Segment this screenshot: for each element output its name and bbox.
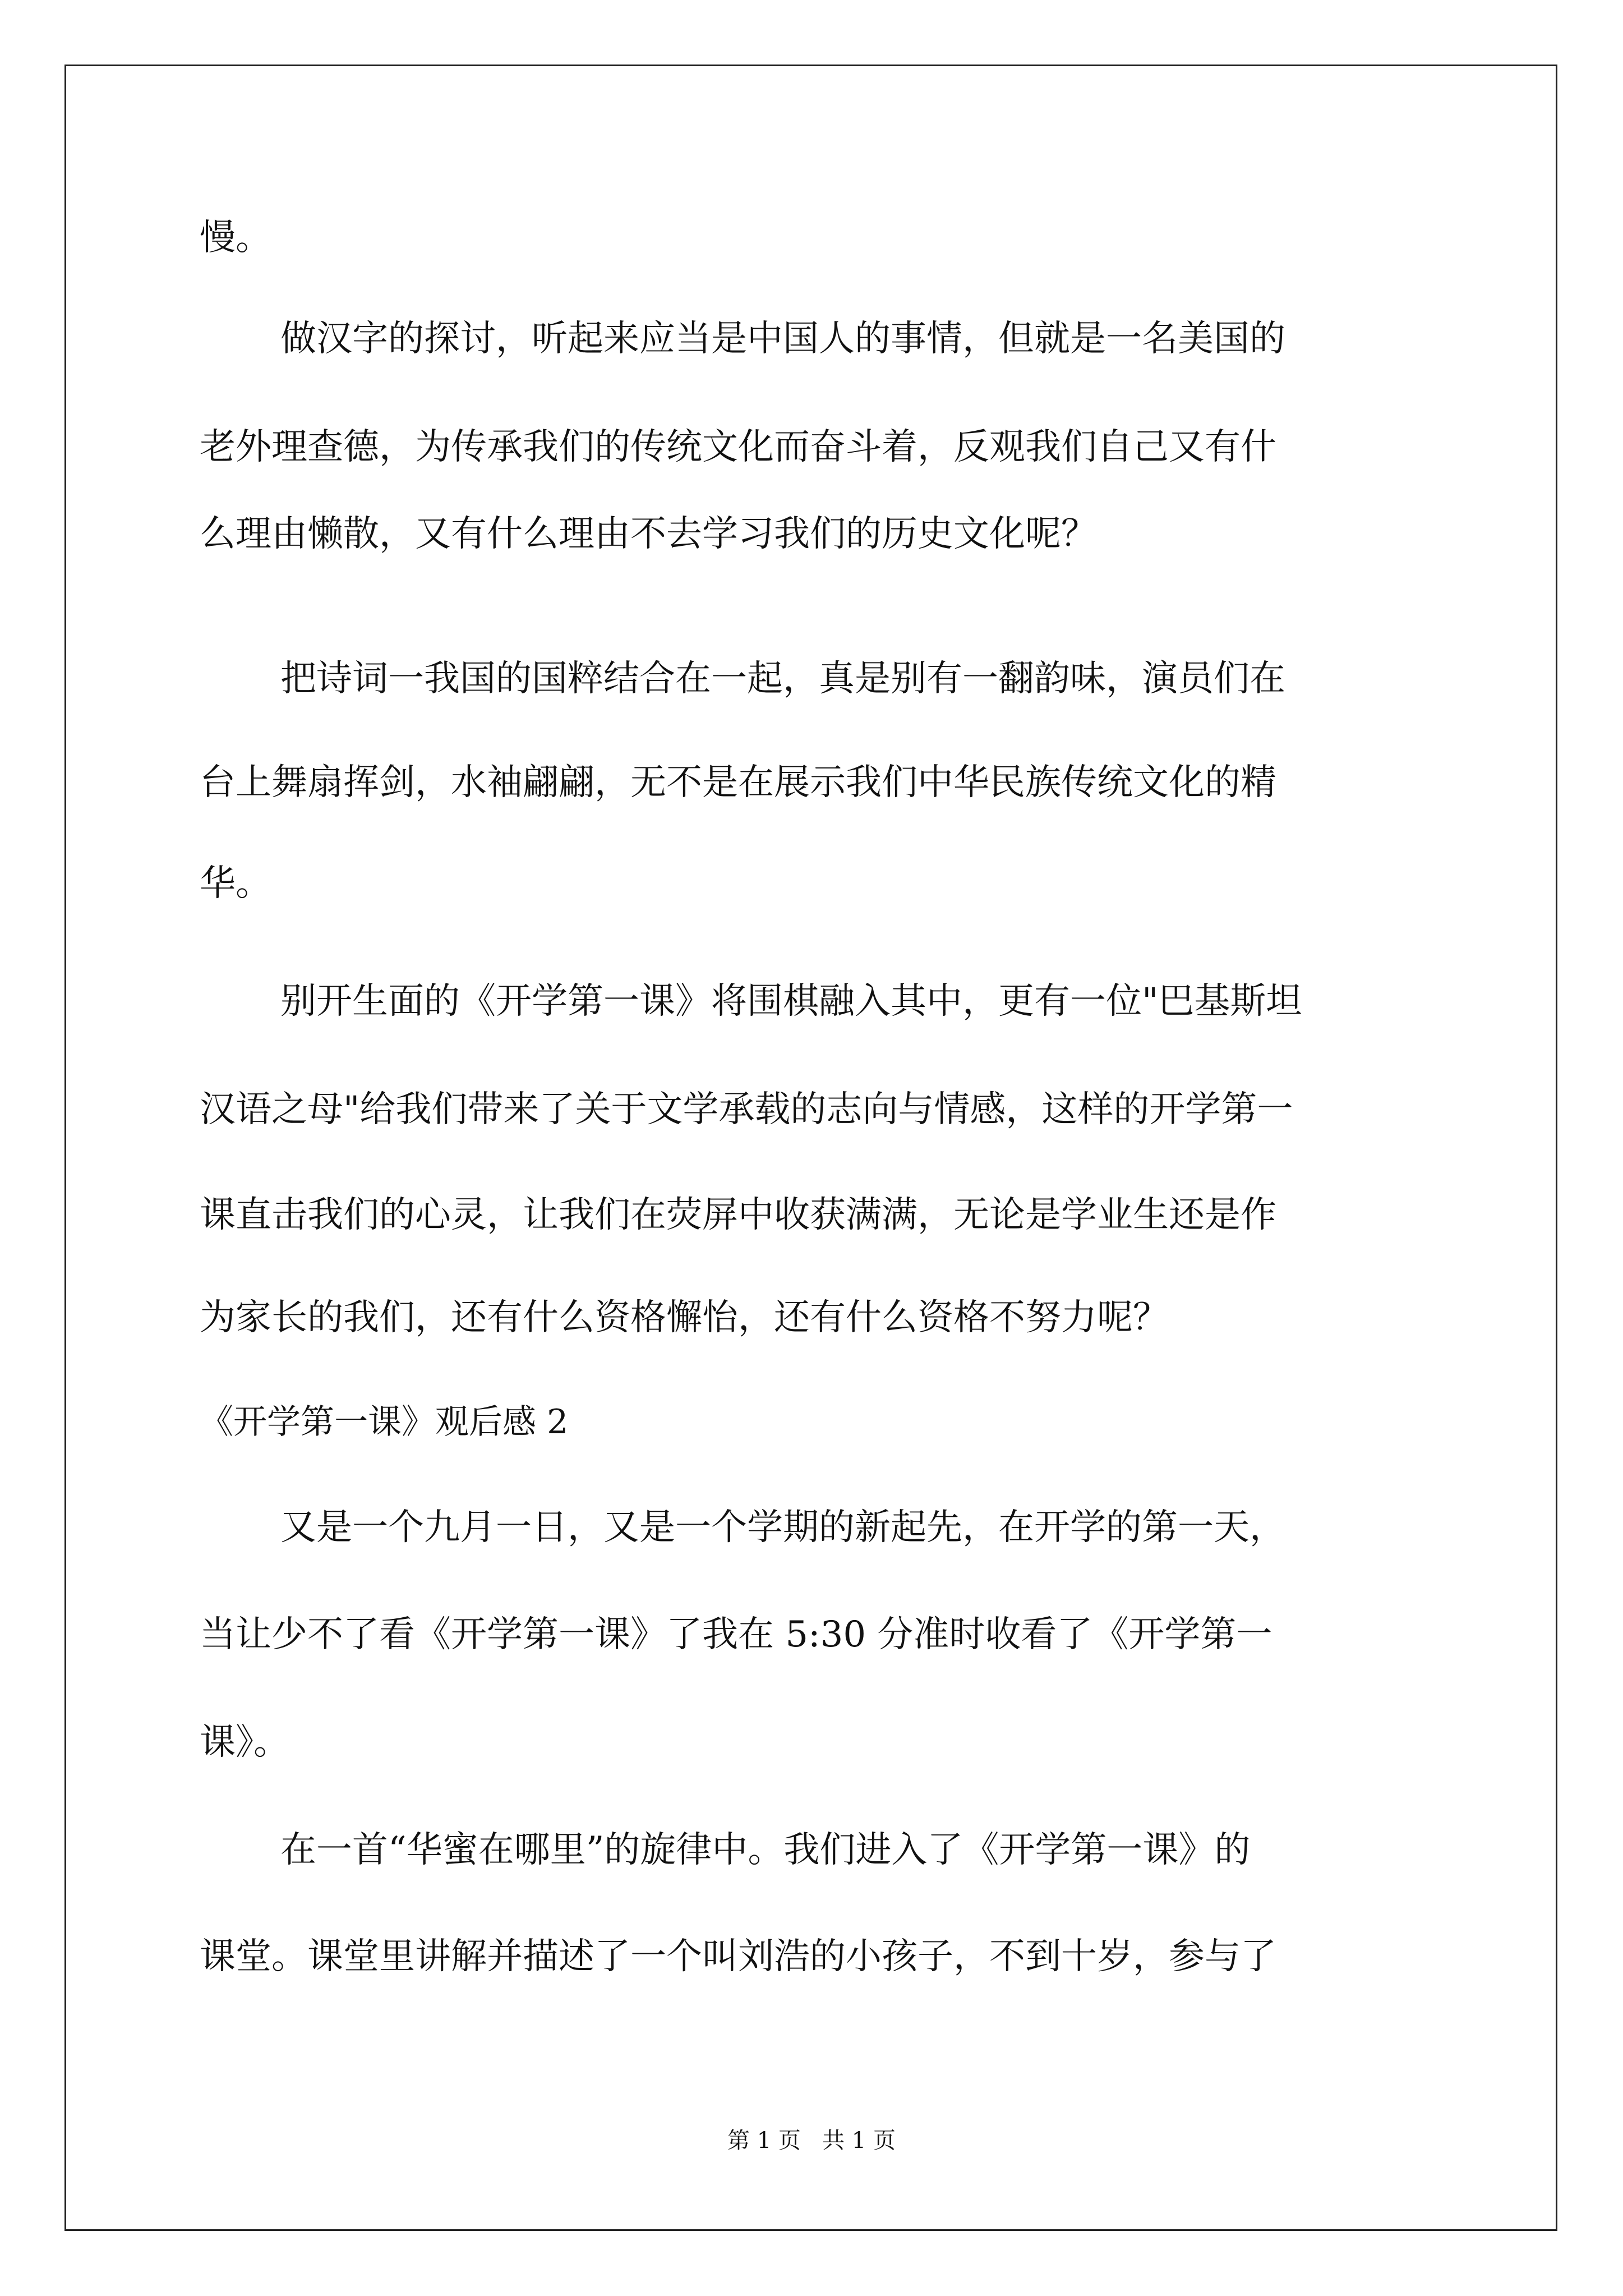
paragraph-line: 把诗词一我国的国粹结合在一起，真是别有一翻韵味，演员们在 xyxy=(280,658,1285,700)
paragraph-line: 为家长的我们，还有什么资格懈怡，还有什么资格不努力呢？ xyxy=(200,1297,1169,1338)
paragraph-line: 别开生面的《开学第一课》将围棋融入其中，更有一位"巴基斯坦 xyxy=(280,981,1302,1022)
section-title: 《开学第一课》观后感 2 xyxy=(200,1402,569,1442)
paragraph-line: 台上舞扇挥剑，水袖翩翩，无不是在展示我们中华民族传统文化的精 xyxy=(200,762,1276,803)
paragraph-line: 课堂。课堂里讲解并描述了一个叫刘浩的小孩子，不到十岁，参与了 xyxy=(200,1936,1276,1977)
paragraph-line: 又是一个九月一日，又是一个学期的新起先，在开学的第一天， xyxy=(280,1507,1285,1548)
paragraph-line: 老外理查德，为传承我们的传统文化而奋斗着，反观我们自己又有什 xyxy=(200,426,1276,468)
text-line: 慢。 xyxy=(200,217,271,259)
paragraph-line: 做汉字的探讨，听起来应当是中国人的事情，但就是一名美国的 xyxy=(280,318,1285,360)
page-border xyxy=(64,65,1557,2231)
paragraph-line: 当让少不了看《开学第一课》了我在 5:30 分准时收看了《开学第一 xyxy=(200,1614,1272,1655)
paragraph-line: 华。 xyxy=(200,863,271,904)
paragraph-line: 在一首“华蜜在哪里”的旋律中。我们进入了《开学第一课》的 xyxy=(280,1829,1251,1871)
paragraph-line: 课》。 xyxy=(200,1722,289,1763)
paragraph-line: 么理由懒散，又有什么理由不去学习我们的历史文化呢？ xyxy=(200,513,1097,555)
paragraph-line: 汉语之母"给我们带来了关于文学承载的志向与情感，这样的开学第一 xyxy=(200,1089,1293,1130)
page-footer: 第 1 页 共 1 页 xyxy=(727,2128,896,2154)
paragraph-line: 课直击我们的心灵，让我们在荧屏中收获满满，无论是学业生还是作 xyxy=(200,1194,1276,1236)
